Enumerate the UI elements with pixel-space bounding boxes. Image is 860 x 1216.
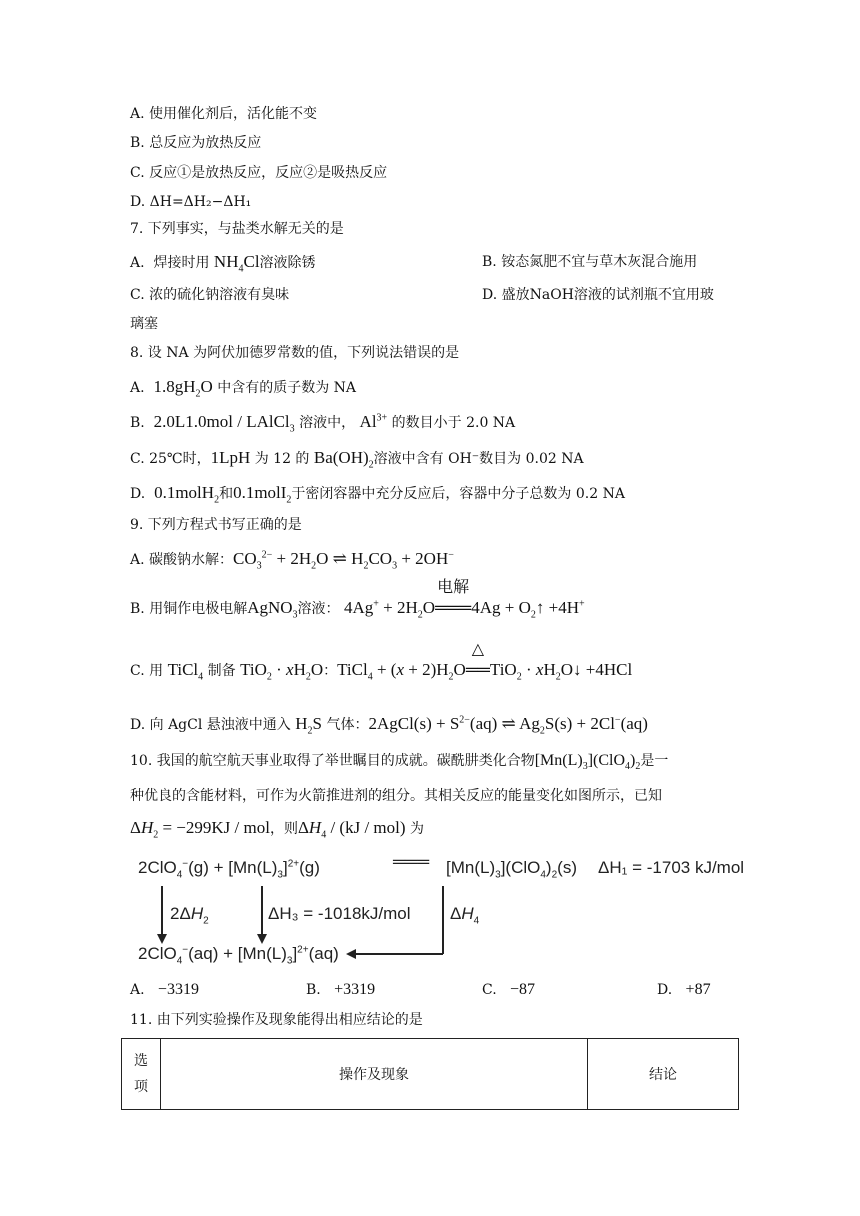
q8-option-c: C. 25℃时，1LpH 为 12 的 $Ba(OH)_2$溶液中含有 OH⁻数目为 0.02 NA — [130, 448, 584, 471]
diagram-dh4: $\Delta H_4$ — [450, 904, 480, 927]
q8-stem: 8. 设 NA 为阿伏加德罗常数的值，下列说法错误的是 — [130, 345, 460, 361]
q7-option-b: B. 铵态氮肥不宜与草木灰混合施用 — [482, 254, 698, 270]
q10-stem-line1: 10. 我国的航空航天事业取得了举世瞩目的成就。碳酰肼类化合物$[Mn(L)_3](ClO_4)_2$是一 — [130, 752, 669, 773]
q6-option-b: B. 总反应为放热反应 — [130, 135, 262, 151]
q10-option-d: D. +87 — [657, 981, 711, 998]
q10-stem-line2: 种优良的含能材料，可作为火箭推进剂的组分。其相关反应的能量变化如图所示，已知 — [130, 788, 662, 804]
diagram-reactants: $2ClO_4^-(g) + [Mn(L)_3]^{2+}(g)$ — [138, 858, 320, 881]
q9-option-b: B. 用铜作电极电解AgNO$_3$溶液： $4Ag^+ + 2H_2O$ 电解 ═══4Ag + $O_2↑ +4H^+$ — [130, 579, 585, 621]
q6-option-a: A. 使用催化剂后，活化能不变 — [130, 106, 318, 122]
col-option-header: 选 项 — [122, 1039, 161, 1110]
q10-option-b: B. +3319 — [306, 981, 376, 998]
energy-cycle-diagram — [138, 848, 745, 968]
electrolysis-label: 电解 — [437, 579, 470, 596]
q10-option-c: C. −87 — [482, 981, 536, 998]
q6-option-d: D. ΔH=ΔH₂−ΔH₁ — [130, 194, 252, 210]
q7-option-a: A. 焊接时用 $NH_4Cl$溶液除锈 — [130, 252, 316, 275]
q8-option-b: B. 2.0L1.0mol / LAlCl$_3$ 溶液中， $Al^{3+}$ 的数目小于 2.0 NA — [130, 412, 516, 435]
q11-stem: 11. 由下列实验操作及现象能得出相应结论的是 — [130, 1012, 423, 1028]
table-header-row — [122, 1039, 739, 1110]
q8-option-d: D. 0.1molH$_2$和0.1molI$_2$于密闭容器中充分反应后，容器中分子总数为 0.2 NA — [130, 483, 625, 506]
q9-option-d: D. 向 AgCl 悬浊液中通入 $H_2S$ 气体：2AgCl(s) + $S^{2-}(aq)$ ⇌ $Ag_2S(s) + 2Cl^-(aq)$ — [130, 714, 648, 737]
diagram-2dh2: $2\Delta H_2$ — [170, 904, 209, 927]
q10-stem-line3: $\Delta H_2 = -299KJ$ / mol，则$\Delta H_4 / (kJ / mol)$ 为 — [130, 818, 424, 841]
q9-option-a: A. 碳酸钠水解：$CO_3^{2-} + 2H_2O$ ⇌ $H_2CO_3 + 2OH^-$ — [130, 549, 454, 572]
q10-option-a: A. −3319 — [130, 981, 199, 998]
q6-option-c: C. 反应①是放热反应，反应②是吸热反应 — [130, 165, 388, 181]
q7-option-c: C. 浓的硫化钠溶液有臭味 — [130, 287, 290, 303]
col-conclusion-header: 结论 — [588, 1039, 739, 1110]
diagram-product: $[Mn(L)_3](ClO_4)_2(s)$ — [446, 858, 577, 881]
q11-table — [121, 1038, 739, 1110]
heat-triangle-icon: △ — [471, 641, 485, 658]
q7-option-d-wrap: 璃塞 — [130, 316, 158, 332]
q7-stem: 7. 下列事实，与盐类水解无关的是 — [130, 221, 344, 237]
q9-option-c: C. 用 TiCl$_4$ 制备 $TiO_2 \cdot xH_2O$：TiCl$_4$ + $(x + 2)H_2O$ △ ══TiO$_2$ · $xH_2O↓ +4HCl$ — [130, 641, 633, 683]
diagram-dh3: ΔH₃ = -1018kJ/mol — [268, 904, 411, 923]
q7-option-d: D. 盛放NaOH溶液的试剂瓶不宜用玻 — [482, 287, 714, 303]
col-operation-header: 操作及现象 — [161, 1039, 588, 1110]
q8-option-a: A. $1.8gH_2O$ 中含有的质子数为 NA — [130, 377, 357, 400]
diagram-equals-arrow: ═══ — [393, 852, 430, 871]
diagram-dh1: ΔH₁ = -1703 kJ/mol — [598, 858, 745, 877]
q9-stem: 9. 下列方程式书写正确的是 — [130, 517, 302, 533]
diagram-aqueous: $2ClO_4^-(aq) + [Mn(L)_3]^{2+}(aq)$ — [138, 944, 339, 967]
